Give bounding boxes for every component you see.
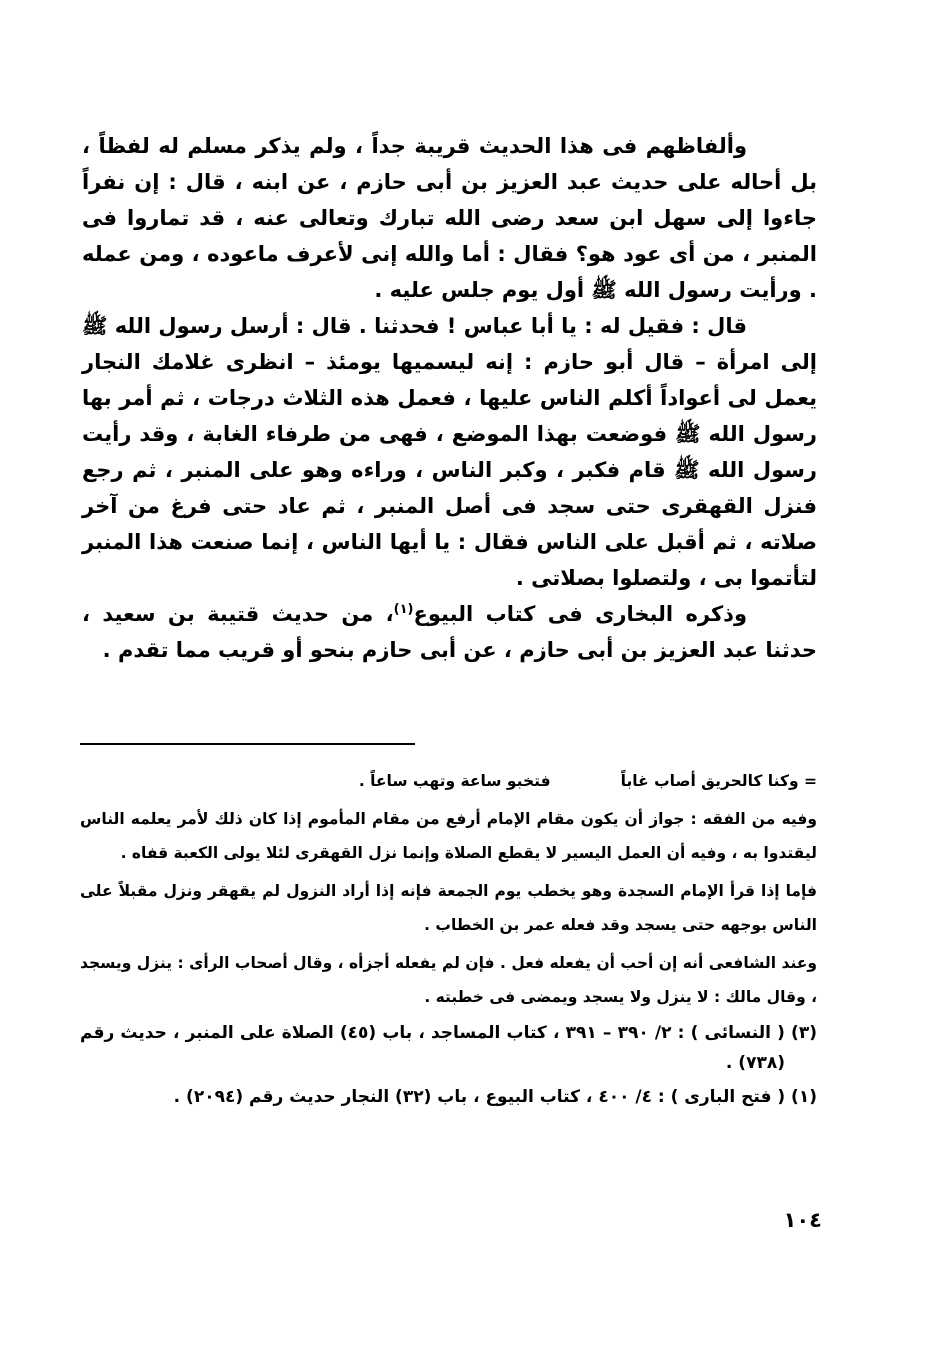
- page-number: ١٠٤: [783, 1208, 822, 1232]
- footnote-1: (١) ( فتح البارى ) : ٤/ ٤٠٠ ، كتاب البيوع ، باب (٣٢) النجار حديث رقم (٢٠٩٤) .: [173, 1087, 817, 1107]
- footnotes: [80, 764, 817, 1116]
- verse-second-half: فتخبو ساعة وتهب ساعاً .: [358, 772, 551, 790]
- footnote-verse: [80, 764, 817, 798]
- paragraph-3-start: وذكره البخارى فى كتاب البيوع: [413, 602, 747, 626]
- main-text: [82, 128, 817, 668]
- footnote-sajda: فإما إذا قرأ الإمام السجدة وهو يخطب يوم الجمعة فإنه إذا أراد النزول لم يقهقر ونزل مقبلاً على الناس بوجهه حتى يسجد وقد فعله عمر بن الخطاب .: [80, 882, 817, 934]
- paragraph-3: [82, 596, 817, 668]
- paragraph-2: قال : فقيل له : يا أبا عباس ! فحدثنا . قال : أرسل رسول الله ﷺ إلى امرأة – قال أبو حازم : إنه ليسميها يومئذ – انظرى غلامك النجار يعمل لى أعواداً أكلم الناس عليها ، فعمل هذه الثلاث درجات ، ثم أمر بها رسول الله ﷺ فوضعت بهذا الموضع ، فهى من طرفاء الغابة ، وقد رأيت رسول الله ﷺ قام فكبر ، وكبر الناس ، وراءه وهو على المنبر ، ثم رجع فنزل القهقرى حتى سجد فى أصل المنبر ، ثم عاد حتى فرغ من آخر صلاته ، ثم أقبل على الناس فقال : يا أيها الناس ، إنما صنعت هذا المنبر لتأتموا بى ، ولتصلوا بصلاتى .: [82, 314, 817, 590]
- paragraph-1: وألفاظهم فى هذا الحديث قريبة جداً ، ولم يذكر مسلم له لفظاً ، بل أحاله على حديث عبد العزيز بن أبى حازم ، عن ابنه ، قال : إن نفراً جاءوا إلى سهل ابن سعد رضى الله تبارك وتعالى عنه ، قد تماروا فى المنبر ، من أى عود هو؟ فقال : أما والله إنى لأعرف ماعوده ، ومن عمله . ورأيت رسول الله ﷺ أول يوم جلس عليه .: [82, 134, 817, 302]
- footnote-ref-1: (١): [393, 602, 414, 617]
- footnote-separator: [80, 743, 415, 745]
- footnote-shafii: وعند الشافعى أنه إن أحب أن يفعله فعل . فإن لم يفعله أجزأه ، وقال أصحاب الرأى : ينزل ويسجد ، وقال مالك : لا ينزل ولا يسجد ويمضى فى خطبته .: [80, 954, 817, 1006]
- footnote-fiqh: وفيه من الفقه : جواز أن يكون مقام الإمام أرفع من مقام المأموم إذا كان ذلك لأمر يعلمه الناس ليقتدوا به ، وفيه أن العمل اليسير لا يقطع الصلاة وإنما نزل القهقرى لئلا يولى الكعبة قفاه .: [80, 810, 817, 862]
- footnote-3: (٣) ( النسائى ) : ٢/ ٣٩٠ – ٣٩١ ، كتاب المساجد ، باب (٤٥) الصلاة على المنبر ، حديث رقم (٧٣٨) .: [80, 1023, 818, 1073]
- paragraph-3-end: ، من حديث قتيبة بن سعيد ، حدثنا عبد العزيز بن أبى حازم ، عن أبى حازم بنحو أو قريب مما تقدم .: [82, 602, 817, 662]
- verse-first-half: = وكنا كالحريق أصاب غاباً: [620, 772, 817, 790]
